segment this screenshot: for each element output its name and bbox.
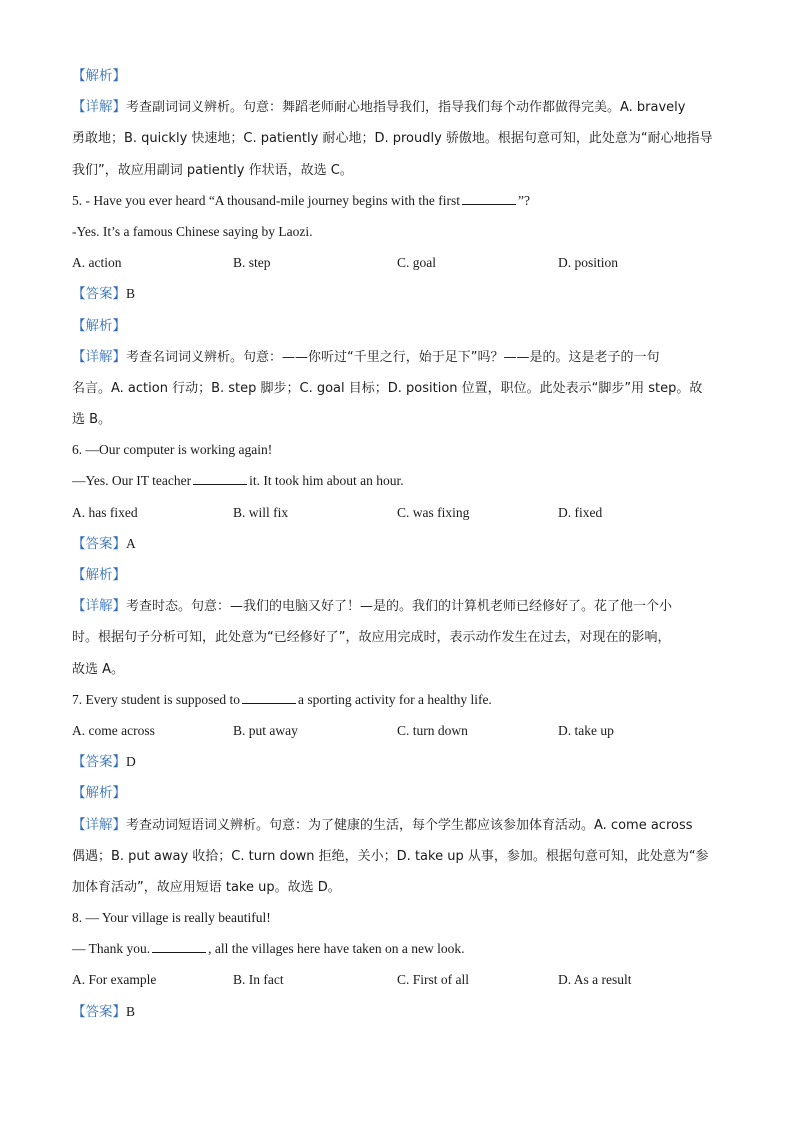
q4-detail-text-3: 我们”，故应用副词 patiently 作状语，故选 C。 [72,162,353,178]
q7-option-a: A. come across [72,722,155,738]
q7-options [72,715,732,746]
q6-option-a: A. has fixed [72,504,138,520]
q7-detail-line-1 [72,809,732,840]
q5-option-a: A. action [72,255,122,271]
answer-label: 【答案】 [72,1003,126,1020]
q5-detail-line-2 [72,372,732,403]
q8-answer [72,996,732,1027]
q6-detail-text-1: 考查时态。句意：—我们的电脑又好了！—是的。我们的计算机老师已经修好了。花了他一个小 [126,599,673,615]
q6-reply [72,465,732,496]
q8-answer-blank [152,951,206,953]
q7-answer-value: D [126,754,136,770]
q7-analysis-label [72,777,732,808]
q8-stem-text: 8. — Your village is really beautiful! [72,910,271,926]
q5-answer-blank [462,203,516,205]
q7-option-c: C. turn down [397,722,468,738]
q6-option-b: B. will fix [233,504,289,520]
q8-reply-text-b: , all the villages here have taken on a new look. [208,941,465,957]
q7-detail-text-1: 考查动词短语词义辨析。句意：为了健康的生活，每个学生都应该参加体育活动。A. come across [126,817,693,833]
answer-label: 【答案】 [72,754,126,771]
q6-detail-line-3 [72,653,732,684]
answer-label: 【答案】 [72,286,126,303]
detail-label: 【详解】 [72,348,126,365]
q6-option-c: C. was fixing [397,504,470,520]
q5-detail-line-1 [72,341,732,372]
q7-stem-text-a: 7. Every student is supposed to [72,691,240,707]
q6-reply-text-b: it. It took him about an hour. [249,473,404,489]
q7-answer-blank [242,702,296,704]
q8-stem [72,902,732,933]
document-page [72,60,732,1027]
q5-detail-text-1: 考查名词词义辨析。句意：——你听过“千里之行，始于足下”吗？——是的。这是老子的一句 [126,349,660,365]
q7-detail-line-2 [72,840,732,871]
q6-option-d: D. fixed [558,504,603,520]
q5-option-b: B. step [233,255,271,271]
q5-reply [72,216,732,247]
q6-answer-blank [193,483,247,485]
q8-option-c: C. First of all [397,972,470,988]
q6-options [72,497,732,528]
q4-detail-line-3 [72,154,732,185]
q6-analysis-label [72,559,732,590]
q5-stem-text-b: ”? [518,192,531,208]
q4-analysis-label [72,60,732,91]
q6-answer-value: A [126,535,136,551]
q7-option-b: B. put away [233,722,298,738]
analysis-label: 【解析】 [72,785,126,802]
q6-stem [72,434,732,465]
q7-stem [72,684,732,715]
q8-options [72,964,732,995]
q7-option-d: D. take up [558,722,614,738]
q8-option-a: A. For example [72,972,157,988]
q8-reply-text-a: — Thank you. [72,941,151,957]
q5-answer [72,278,732,309]
q8-option-b: B. In fact [233,972,284,988]
q5-reply-text: -Yes. It’s a famous Chinese saying by Laozi. [72,223,313,239]
q6-reply-text-a: —Yes. Our IT teacher [72,473,192,489]
answer-label: 【答案】 [72,535,126,552]
detail-label: 【详解】 [72,598,126,615]
q6-detail-text-2: 时。根据句子分析可知，此处意为“已经修好了”，故应用完成时，表示动作发生在过去，对现在的影响， [72,630,671,646]
q7-answer [72,746,732,777]
q6-stem-text: 6. —Our computer is working again! [72,442,273,458]
analysis-label: 【解析】 [72,567,126,583]
q5-detail-text-2: 名言。A. action 行动；B. step 脚步；C. goal 目标；D. position 位置，职位。此处表示“脚步”用 step。故 [72,380,703,396]
q5-analysis-label [72,310,732,341]
q5-option-c: C. goal [397,255,436,271]
q7-detail-line-3 [72,871,732,902]
q7-stem-text-b: a sporting activity for a healthy life. [298,691,492,707]
q5-option-d: D. position [558,255,619,271]
q5-detail-text-3: 选 B。 [72,412,112,428]
q8-reply [72,933,732,964]
q8-option-d: D. As a result [558,972,632,988]
q4-detail-text-2: 勇敢地；B. quickly 快速地；C. patiently 耐心地；D. proudly 骄傲地。根据句意可知，此处意为“耐心地指导 [72,131,713,147]
q5-answer-value: B [126,286,136,302]
q5-stem [72,185,732,216]
q6-detail-line-1 [72,590,732,621]
detail-label: 【详解】 [72,816,126,833]
analysis-label: 【解析】 [72,317,126,334]
q6-detail-line-2 [72,621,732,652]
q5-stem-text-a: 5. - Have you ever heard “A thousand-mile journey begins with the first [72,192,461,208]
q4-detail-line-2 [72,122,732,153]
analysis-label: 【解析】 [72,68,126,84]
q7-detail-text-3: 加体育活动”，故应用短语 take up。故选 D。 [72,879,341,895]
q6-answer [72,528,732,559]
q5-detail-line-3 [72,403,732,434]
q8-answer-value: B [126,1003,136,1019]
q7-detail-text-2: 偶遇；B. put away 收拾；C. turn down 拒绝，关小；D. take up 从事，参加。根据句意可知，此处意为“参 [72,848,709,864]
q4-detail-text-1: 考查副词词义辨析。句意：舞蹈老师耐心地指导我们，指导我们每个动作都做得完美。A. bravely [126,100,686,116]
q4-detail-line-1 [72,91,732,122]
q6-detail-text-3: 故选 A。 [72,661,125,677]
q5-options [72,247,732,278]
detail-label: 【详解】 [72,99,126,116]
